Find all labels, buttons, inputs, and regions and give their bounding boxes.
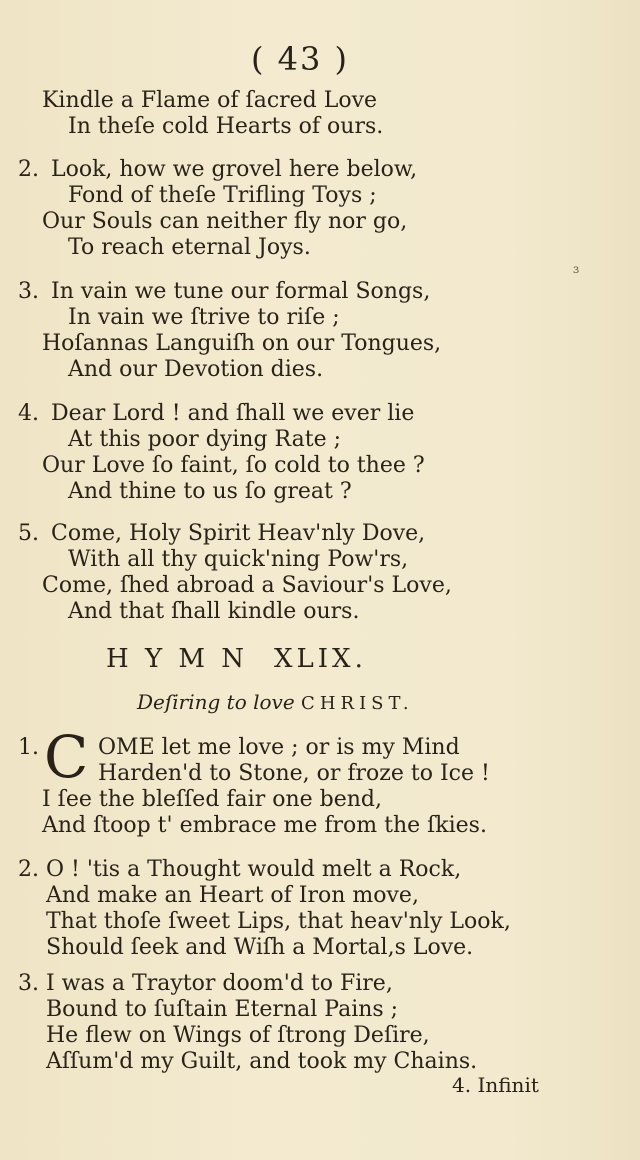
stanza-line: With all thy quick'ning Pow'rs, <box>68 547 409 572</box>
stanza-line: In theſe cold Hearts of ours. <box>68 114 384 139</box>
stanza-number: 3. <box>18 279 39 304</box>
stanza-line: That thoſe ſweet Lips, that heav'nly Look, <box>46 909 511 934</box>
stanza-line: I ſee the bleſſed fair one bend, <box>42 787 382 812</box>
stanza-line: Come, Holy Spirit Heav'nly Dove, <box>51 521 426 546</box>
ink-speck: ɜ <box>573 262 580 276</box>
stanza-line: And thine to us ſo great ? <box>68 479 352 504</box>
stanza-line: O ! 'tis a Thought would melt a Rock, <box>46 857 462 882</box>
stanza-line: In vain we ſtrive to riſe ; <box>68 305 340 330</box>
stanza-line: Fond of theſe Trifling Toys ; <box>68 183 377 208</box>
subtitle-caps: CHRIST. <box>301 693 414 714</box>
stanza-number: 4. <box>18 401 39 426</box>
stanza-number: 1. <box>18 735 39 760</box>
stanza-line: Our Souls can neither fly nor go, <box>42 209 408 234</box>
stanza-line: Kindle a Flame of ſacred Love <box>42 88 378 113</box>
hymn-heading <box>106 644 367 674</box>
drop-cap: C <box>44 723 89 791</box>
stanza-line: He flew on Wings of ſtrong Deſire, <box>46 1023 430 1048</box>
stanza-line: And ſtoop t' embrace me from the ſkies. <box>42 813 487 838</box>
page-number: ( 43 ) <box>250 40 350 78</box>
stanza-line: Hoſannas Languiſh on our Tongues, <box>42 331 442 356</box>
stanza-number: 2. <box>18 857 39 882</box>
stanza-number: 2. <box>18 157 39 182</box>
stanza-line: To reach eternal Joys. <box>68 235 311 260</box>
hymn-number: XLIX. <box>274 644 367 674</box>
stanza-line: I was a Traytor doom'd to Fire, <box>46 971 393 996</box>
stanza-line: Come, ſhed abroad a Saviour's Love, <box>42 573 452 598</box>
subtitle-italic: Deſiring to love <box>137 690 295 714</box>
stanza-line: Our Love ſo faint, ſo cold to thee ? <box>42 453 425 478</box>
hymn-subtitle <box>137 690 414 714</box>
stanza-line: Bound to ſuſtain Eternal Pains ; <box>46 997 399 1022</box>
catchword: 4. Infinit <box>452 1073 539 1097</box>
stanza-line: And that ſhall kindle ours. <box>68 599 360 624</box>
stanza-line: At this poor dying Rate ; <box>68 427 341 452</box>
stanza-line: Dear Lord ! and ſhall we ever lie <box>51 401 415 426</box>
stanza-number: 3. <box>18 971 39 996</box>
stanza-number: 5. <box>18 521 39 546</box>
stanza-line: OME let me love ; or is my Mind <box>98 735 460 760</box>
stanza-line: Look, how we grovel here below, <box>51 157 418 182</box>
stanza-line: Harden'd to Stone, or froze to Ice ! <box>98 761 490 786</box>
hymn-word: H Y M N <box>106 644 249 674</box>
stanza-line: Should ſeek and Wiſh a Mortal,s Love. <box>46 935 474 960</box>
stanza-line: And our Devotion dies. <box>68 357 324 382</box>
stanza-line: And make an Heart of Iron move, <box>46 883 419 908</box>
stanza-line: Aſſum'd my Guilt, and took my Chains. <box>46 1049 478 1074</box>
stanza-line: In vain we tune our formal Songs, <box>51 279 431 304</box>
